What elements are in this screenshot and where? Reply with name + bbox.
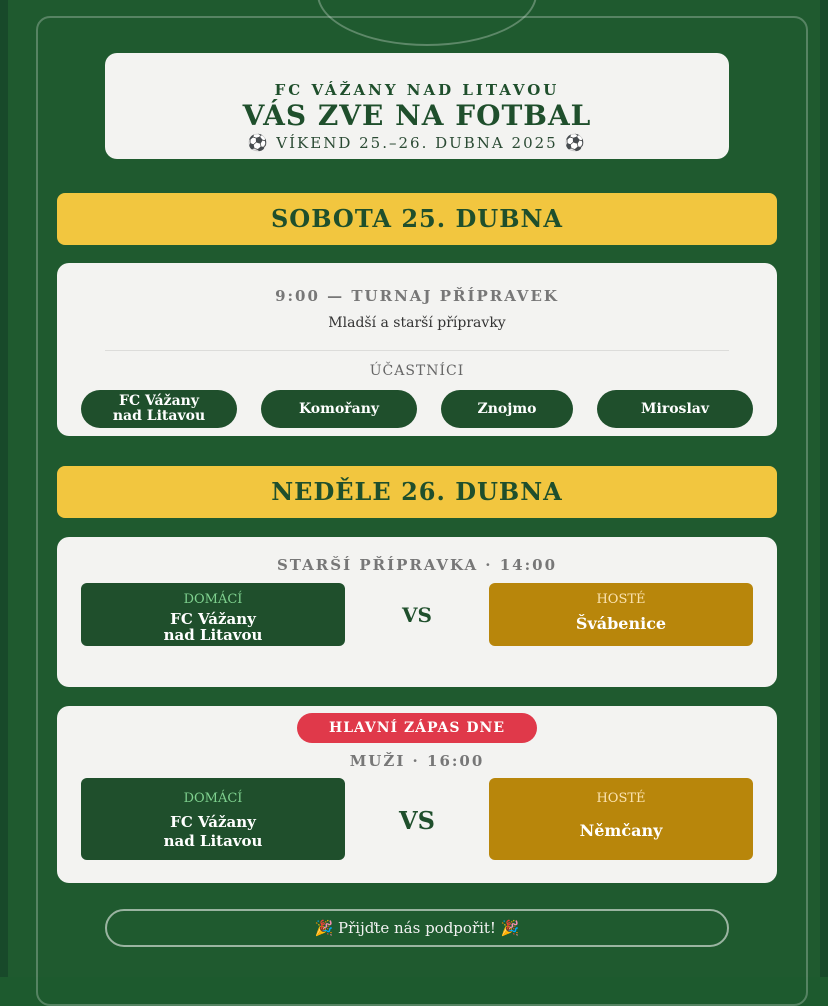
event-date-text: VÍKEND 25.–26. DUBNA 2025 — [276, 134, 558, 152]
away-team-box — [489, 583, 753, 646]
main-match-badge: HLAVNÍ ZÁPAS DNE — [297, 713, 537, 743]
participant-name: Znojmo — [477, 400, 537, 417]
tournament-title: 9:00 — TURNAJ PŘÍPRAVEK — [275, 287, 559, 305]
participant-name: Miroslav — [641, 400, 709, 417]
participant-pill — [81, 390, 237, 428]
participant-name: FC Vážany — [119, 393, 199, 409]
header-card — [105, 53, 729, 159]
club-name: FC VÁŽANY NAD LITAVOU — [274, 81, 560, 99]
home-team-box — [81, 583, 345, 646]
home-team-name-line2: nad Litavou — [163, 832, 263, 850]
home-team-box — [81, 778, 345, 860]
divider — [105, 350, 729, 351]
participant-name-line2: nad Litavou — [112, 408, 206, 424]
support-text: Přijďte nás podpořit! — [338, 919, 496, 937]
away-team-name: Švábenice — [575, 614, 667, 633]
home-team-name-line2: nad Litavou — [163, 626, 263, 644]
home-role-label: DOMÁCÍ — [183, 791, 243, 806]
participant-pill — [441, 390, 573, 428]
participant-pill — [597, 390, 753, 428]
soccer-ball-icon: ⚽ — [247, 133, 270, 152]
away-role-label: HOSTÉ — [596, 791, 646, 806]
home-team-name: FC Vážany — [170, 610, 256, 628]
match-title: STARŠÍ PŘÍPRAVKA · 14:00 — [276, 556, 558, 574]
tournament-subtitle: Mladší a starší přípravky — [328, 315, 506, 331]
saturday-banner: SOBOTA 25. DUBNA — [57, 193, 777, 245]
away-role-label: HOSTÉ — [596, 592, 646, 607]
page-title: VÁS ZVE NA FOTBAL — [242, 99, 592, 132]
soccer-ball-icon: ⚽ — [564, 133, 587, 152]
participant-name: Komořany — [298, 400, 380, 417]
participant-pill — [261, 390, 417, 428]
support-button[interactable] — [105, 909, 729, 947]
away-team-name: Němčany — [579, 821, 663, 840]
event-date — [105, 133, 729, 152]
home-role-label: DOMÁCÍ — [183, 592, 243, 607]
tournament-card — [57, 263, 777, 436]
match-title: MUŽI · 16:00 — [349, 752, 485, 770]
vs-label: VS — [402, 603, 432, 627]
party-popper-icon: 🎉 — [314, 919, 334, 937]
sunday-banner: NEDĚLE 26. DUBNA — [57, 466, 777, 518]
party-popper-icon: 🎉 — [500, 919, 520, 937]
main-match-card — [57, 706, 777, 883]
vs-label: VS — [399, 806, 435, 835]
match-card — [57, 537, 777, 687]
participants-label: ÚČASTNÍCI — [369, 363, 465, 379]
away-team-box — [489, 778, 753, 860]
home-team-name: FC Vážany — [170, 813, 256, 831]
